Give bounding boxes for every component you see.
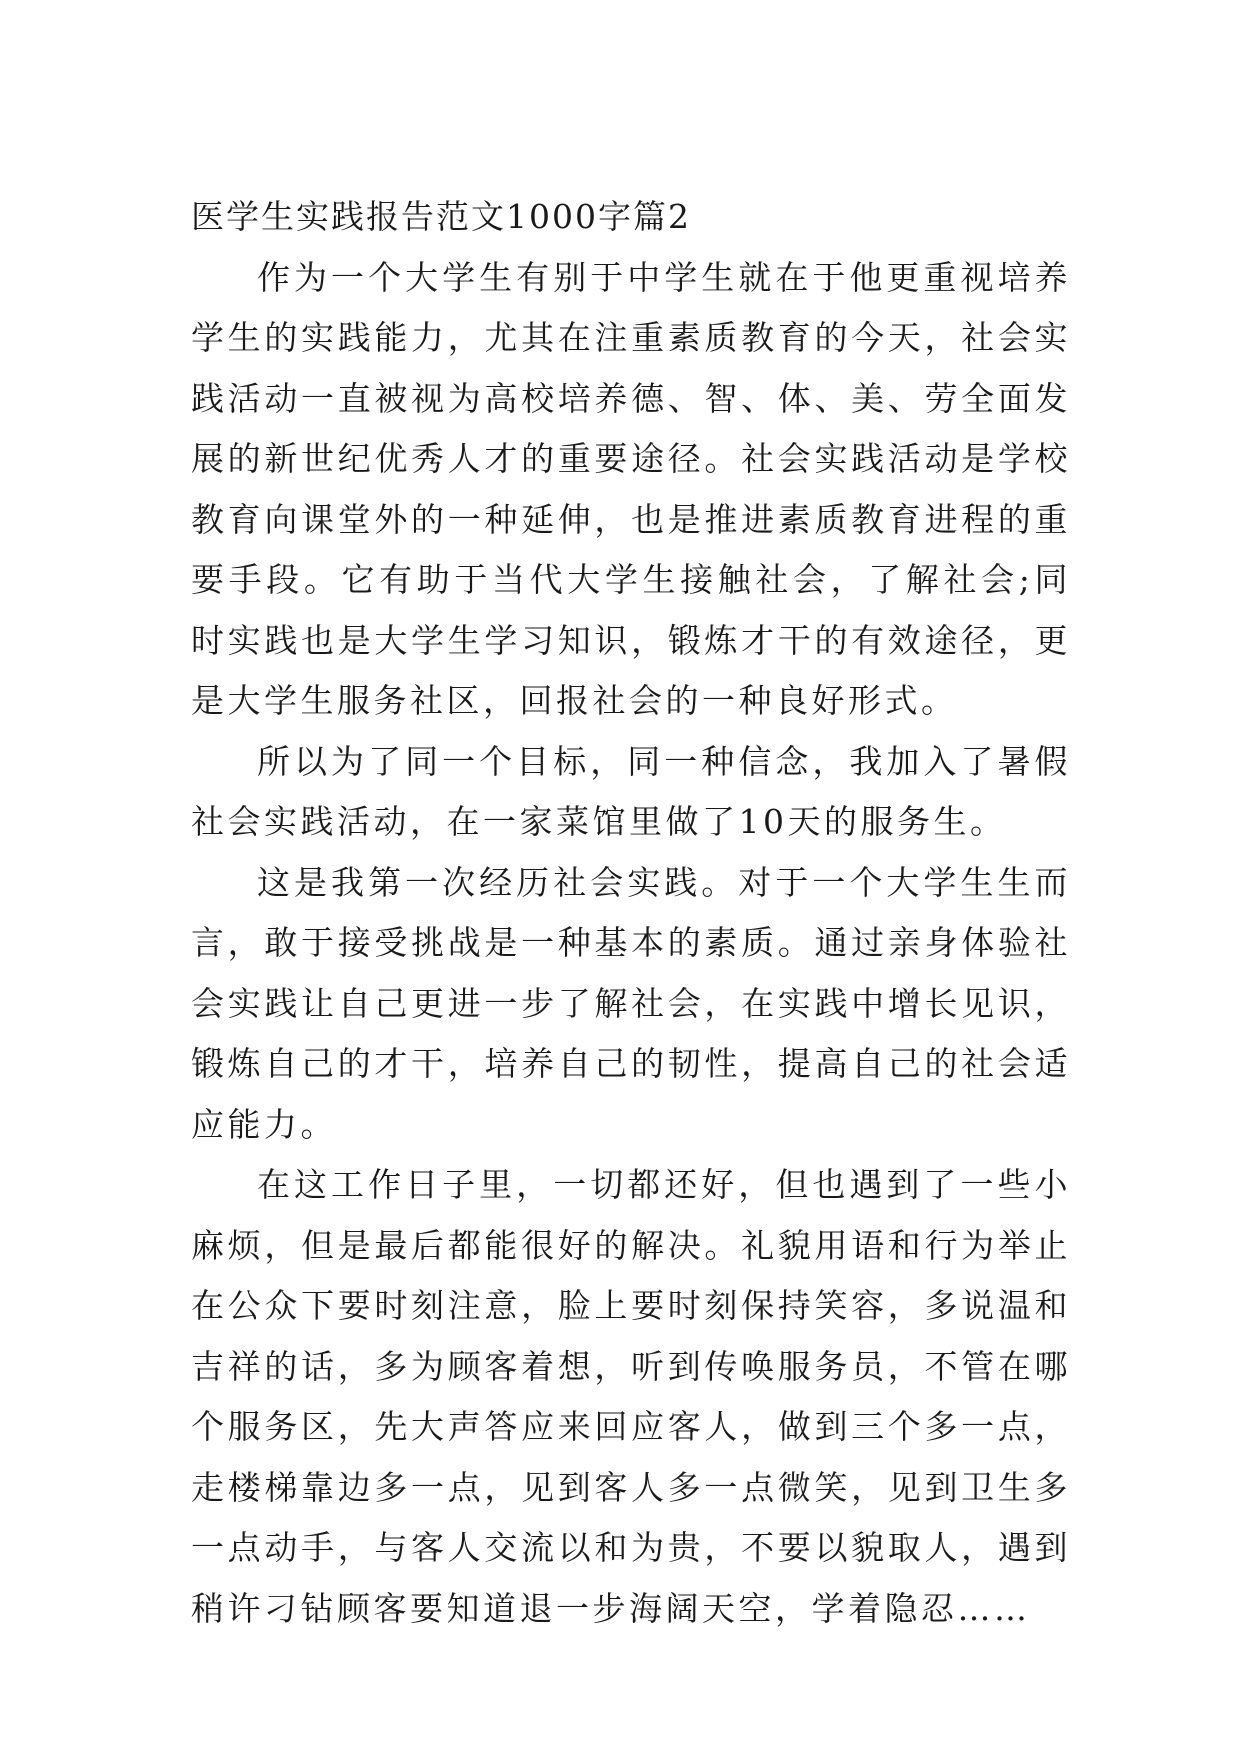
document-title: 医学生实践报告范文1000字篇2	[191, 197, 691, 236]
paragraph-3: 这是我第一次经历社会实践。对于一个大学生生而言，敢于接受挑战是一种基本的素质。通过亲身体验社会实践让自己更进一步了解社会，在实践中增长见识，锻炼自己的才干，培养自己的韧性，提高自己的社会适应能力。	[191, 862, 1071, 1144]
paragraph-4: 在这工作日子里，一切都还好，但也遇到了一些小麻烦，但是最后都能很好的解决。礼貌用语和行为举止在公众下要时刻注意，脸上要时刻保持笑容，多说温和吉祥的话，多为顾客着想，听到传唤服务员，不管在哪个服务区，先大声答应来回应客人，做到三个多一点，走楼梯靠边多一点，见到客人多一点微笑，见到卫生多一点动手，与客人交流以和为贵，不要以貌取人，遇到稍许刁钻顾客要知道退一步海阔天空，学着隐忍……	[191, 1165, 1071, 1628]
paragraph-2: 所以为了同一个目标，同一种信念，我加入了暑假社会实践活动，在一家菜馆里做了10天的服务生。	[191, 741, 1071, 841]
document-body	[191, 187, 1071, 1639]
paragraph-1: 作为一个大学生有别于中学生就在于他更重视培养学生的实践能力，尤其在注重素质教育的今天，社会实践活动一直被视为高校培养德、智、体、美、劳全面发展的新世纪优秀人才的重要途径。社会实践活动是学校教育向课堂外的一种延伸，也是推进素质教育进程的重要手段。它有助于当代大学生接触社会，了解社会;同时实践也是大学生学习知识，锻炼才干的有效途径，更是大学生服务社区，回报社会的一种良好形式。	[191, 257, 1071, 720]
